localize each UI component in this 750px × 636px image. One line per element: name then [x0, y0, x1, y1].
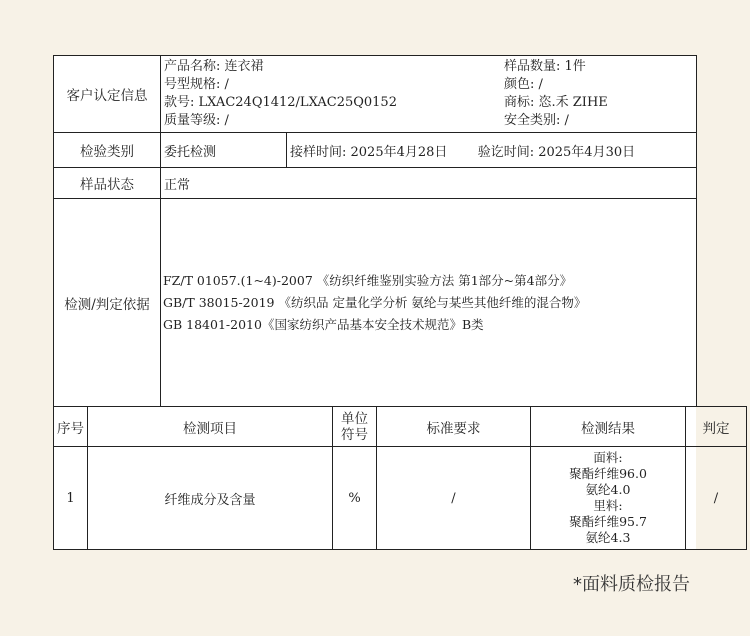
- result-line: 里料:: [593, 498, 623, 513]
- sample-state-value: 正常: [161, 168, 697, 199]
- result-line: 面料:: [593, 450, 623, 465]
- sample-state-row: [54, 168, 697, 199]
- completed-date: 验讫时间: 2025年4月30日: [477, 144, 636, 160]
- table-row: [54, 447, 747, 550]
- basis-row: [54, 199, 697, 407]
- inspection-type-row: [54, 133, 697, 168]
- inspection-type-value: 委托检测: [161, 133, 287, 168]
- quality-grade: 质量等级: /: [164, 113, 229, 128]
- customer-info-label: 客户认定信息: [54, 56, 161, 133]
- header-result: 检测结果: [531, 407, 686, 447]
- basis-line: FZ/T 01057.(1~4)-2007 《纺织纤维鉴别实验方法 第1部分~第4部分》: [163, 272, 573, 288]
- inspection-type-label: 检验类别: [54, 133, 161, 168]
- row-verdict: /: [686, 447, 747, 550]
- style-number: 款号: LXAC24Q1412/LXAC25Q0152: [164, 95, 397, 110]
- sample-state-label: 样品状态: [54, 168, 161, 199]
- basis-line: GB 18401-2010《国家纺织产品基本安全技术规范》B类: [163, 316, 484, 332]
- trademark: 商标: 恣.禾 ZIHE: [504, 95, 608, 110]
- sample-quantity: 样品数量: 1件: [504, 59, 586, 74]
- results-table: [53, 406, 747, 550]
- basis-cell: [161, 199, 697, 407]
- header-item: 检测项目: [88, 407, 333, 447]
- color: 颜色: /: [504, 77, 543, 92]
- result-line: 氨纶4.3: [585, 530, 631, 545]
- result-line: 聚酯纤维95.7: [569, 514, 647, 529]
- header-standard: 标准要求: [377, 407, 531, 447]
- row-unit: %: [333, 447, 377, 550]
- row-item: 纤维成分及含量: [88, 447, 333, 550]
- row-index: 1: [54, 447, 88, 550]
- header-index: 序号: [54, 407, 88, 447]
- header-verdict: 判定: [686, 407, 747, 447]
- safety-category: 安全类别: /: [504, 113, 569, 128]
- inspection-dates: [287, 133, 697, 168]
- row-result: [531, 447, 686, 550]
- received-date: 接样时间: 2025年4月28日: [290, 144, 448, 160]
- size-spec: 号型规格: /: [164, 77, 229, 92]
- product-name: 产品名称: 连衣裙: [164, 59, 264, 74]
- result-line: 聚酯纤维96.0: [569, 466, 647, 481]
- header-unit: 单位符号: [333, 407, 377, 447]
- basis-label: 检测/判定依据: [54, 199, 161, 407]
- result-line: 氨纶4.0: [585, 482, 631, 497]
- report-caption: *面料质检报告: [573, 574, 690, 595]
- customer-info-cell: [161, 56, 697, 133]
- row-standard: /: [377, 447, 531, 550]
- customer-info-row: [54, 56, 697, 133]
- results-header-row: [54, 407, 747, 447]
- basis-line: GB/T 38015-2019 《纺织品 定量化学分析 氨纶与某些其他纤维的混合物》: [163, 294, 587, 310]
- report-info-table: [53, 55, 697, 407]
